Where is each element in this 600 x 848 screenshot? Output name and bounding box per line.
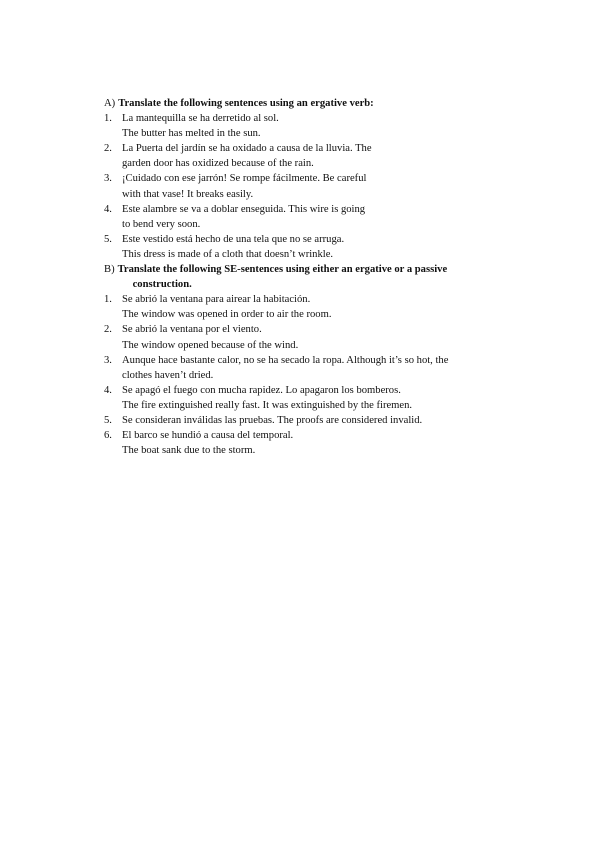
list-item [104,428,514,458]
document-page [104,96,514,458]
section-b-heading-block [118,262,448,292]
item-line: The window was opened in order to air the room. [122,309,332,321]
item-text [122,171,514,201]
item-text [122,232,514,262]
item-text [122,353,514,383]
item-line: El barco se hundió a causa del temporal. [122,430,294,442]
item-line: clothes haven’t dried. [122,369,214,381]
section-a-prefix: A) [104,98,116,109]
item-line: La mantequilla se ha derretido al sol. [122,113,279,125]
section-a-heading [104,96,514,111]
item-number: 5. [104,233,112,245]
item-text [122,322,514,352]
item-text [122,413,514,428]
section-b-heading-line: construction. [132,279,192,291]
list-item [104,171,514,201]
item-number: 5. [104,414,112,426]
item-number: 4. [104,384,112,396]
item-line: to bend very soon. [122,218,201,230]
list-item [104,141,514,171]
item-line: Este alambre se va a doblar enseguida. This wire is going [122,203,366,215]
list-item [104,413,514,428]
list-item [104,202,514,232]
item-line: Se abrió la ventana por el viento. [122,324,262,336]
item-text [122,428,514,458]
section-b [104,262,514,458]
item-line: Aunque hace bastante calor, no se ha secado la ropa. Although it’s so hot, the [122,354,449,366]
item-text [122,383,514,413]
section-b-heading-line: Translate the following SE-sentences using either an ergative or a passive [117,264,448,276]
item-number: 2. [104,143,112,155]
list-item [104,383,514,413]
item-number: 6. [104,430,112,442]
section-b-heading [104,262,514,292]
item-line: The fire extinguished really fast. It was extinguished by the firemen. [122,399,413,411]
item-line: La Puerta del jardín se ha oxidado a causa de la lluvia. The [122,143,372,155]
list-item [104,292,514,322]
item-line: The window opened because of the wind. [122,339,299,351]
item-number: 1. [104,113,112,125]
item-number: 2. [104,324,112,336]
item-text [122,111,514,141]
item-number: 3. [104,354,112,366]
item-text [122,202,514,232]
item-number: 4. [104,203,112,215]
item-line: ¡Cuidado con ese jarrón! Se rompe fácilmente. Be careful [122,173,367,185]
section-a [104,96,514,262]
item-line: Se apagó el fuego con mucha rapidez. Lo apagaron los bomberos. [122,384,401,396]
item-line: Se consideran inválidas las pruebas. The proofs are considered invalid. [122,414,423,426]
item-line: Este vestido está hecho de una tela que no se arruga. [122,233,345,245]
section-b-prefix: B) [104,264,115,276]
item-line: Se abrió la ventana para airear la habitación. [122,294,311,306]
list-item [104,232,514,262]
item-text [122,292,514,322]
item-text [122,141,514,171]
item-line: with that vase! It breaks easily. [122,188,254,200]
list-item [104,111,514,141]
item-line: garden door has oxidized because of the rain. [122,158,314,170]
section-a-list [104,111,514,262]
list-item [104,353,514,383]
section-a-heading-text: Translate the following sentences using an ergative verb: [118,98,374,109]
item-line: The butter has melted in the sun. [122,128,261,140]
item-line: The boat sank due to the storm. [122,445,256,457]
list-item [104,322,514,352]
item-line: This dress is made of a cloth that doesn’t wrinkle. [122,248,334,260]
item-number: 1. [104,294,112,306]
section-b-list [104,292,514,458]
item-number: 3. [104,173,112,185]
